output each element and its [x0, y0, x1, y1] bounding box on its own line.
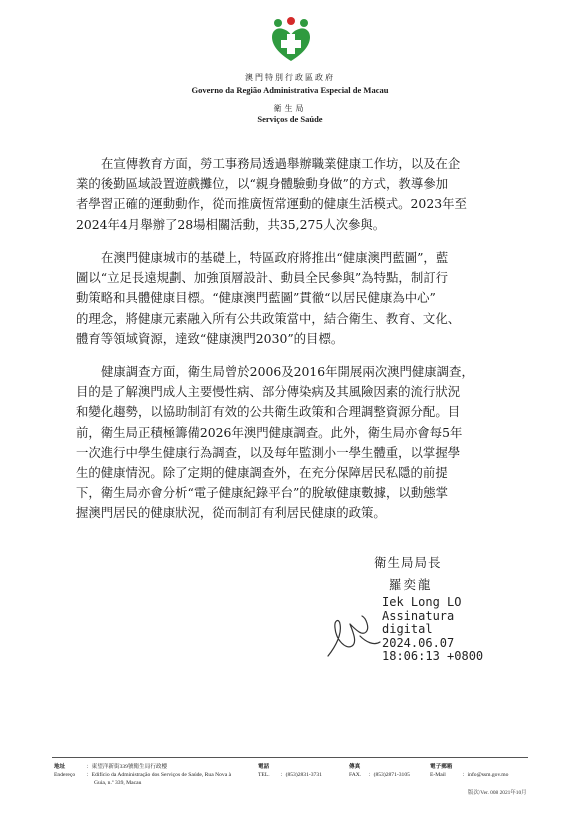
- paragraph-line: 在宣傳教育方面，勞工事務局透過舉辦職業健康工作坊，以及在企: [101, 156, 461, 171]
- paragraph-line: 健康調查方面，衛生局曾於2006及2016年開展兩次澳門健康調查，: [101, 364, 474, 379]
- digital-signature-stamp: [382, 596, 483, 664]
- government-name-zh: 澳門特別行政區政府: [245, 73, 335, 82]
- digital-signature-line: Iek Long LO: [382, 595, 462, 609]
- address-label-zh: 地址: [54, 764, 66, 770]
- paragraph-line: 者學習正確的運動動作，從而推廣恆常運動的健康生活模式。2023年至: [76, 196, 467, 212]
- signatory-name: 羅奕龍: [389, 577, 433, 592]
- signatory-title: 衛生局局長: [374, 555, 442, 570]
- paragraph-3: [76, 362, 518, 524]
- handwritten-signature: [322, 606, 384, 662]
- paragraph-line: 下，衛生局亦會分析“電子健康紀錄平台”的脫敏健康數據，以動態掌: [76, 485, 448, 501]
- address-label-pt: Endereço: [54, 772, 76, 778]
- address-pt-line: ：Edifício da Administração dos Serviços de Saúde, Rua Nova à: [86, 772, 232, 778]
- department-name-pt: Serviços de Saúde: [257, 114, 323, 124]
- paragraph-line: 一次進行中學生健康行為調查，以及每年監測小一學生體重，以掌握學: [76, 444, 461, 460]
- fax-label-pt: FAX.: [349, 772, 362, 778]
- digital-signature-line: 18:06:13 +0800: [382, 649, 484, 663]
- paragraph-line: 業的後勤區域設置遊戲攤位，以“親身體驗動身做”的方式，教導參加: [76, 176, 448, 192]
- paragraph-2: [76, 248, 518, 349]
- paragraph-line: 圖以“立足長遠規劃、加強頂層設計、動員全民參與”為特點，制訂行: [76, 270, 448, 286]
- health-bureau-logo: [268, 17, 314, 63]
- address-pt-line: Guia, n.º 339, Macau: [94, 780, 142, 786]
- tel-label-pt: TEL.: [258, 772, 270, 778]
- document-version: 版次/Ver. 008 2021年10月: [468, 790, 527, 796]
- paragraph-line: 生的健康情況。除了定期的健康調查外，在充分保障居民私隱的前提: [76, 465, 448, 481]
- footer-divider: [52, 757, 528, 758]
- tel-number: ：(853)2831-3731: [280, 772, 322, 778]
- address-zh: ：東望洋新街339號衛生局行政樓: [86, 764, 168, 770]
- paragraph-line: 目的是了解澳門成人主要慢性病、部分傳染病及其風險因素的流行狀況: [76, 384, 461, 400]
- paragraph-line: 在澳門健康城市的基礎上，特區政府將推出“健康澳門藍圖”，藍: [101, 250, 449, 265]
- paragraph-line: 前，衛生局正積極籌備2026年澳門健康調查。此外，衛生局亦會每5年: [76, 424, 463, 440]
- paragraph-line: 動策略和具體健康目標。“健康澳門藍圖”貫徹“以居民健康為中心”: [76, 290, 436, 306]
- paragraph-line: 和變化趨勢，以協助制訂有效的公共衛生政策和合理調整資源分配。目: [76, 404, 461, 420]
- digital-signature-line: Assinatura: [382, 608, 455, 623]
- email-label-pt: E-Mail: [430, 772, 446, 778]
- fax-number: ：(853)2871-3105: [368, 772, 410, 778]
- email-address[interactable]: ：info@ssm.gov.mo: [462, 772, 509, 778]
- government-name-pt: Governo da Região Administrativa Especial de Macau: [191, 85, 389, 95]
- email-label-zh: 電子郵箱: [430, 764, 453, 770]
- paragraph-line: 體育等領域資源，達致“健康澳門2030”的目標。: [76, 330, 344, 346]
- department-name-zh: 衛生局: [273, 104, 307, 113]
- paragraph-line: 的理念，將健康元素融入所有公共政策當中，結合衛生、教育、文化、: [76, 310, 461, 326]
- digital-signature-line: digital: [382, 622, 433, 636]
- paragraph-line: 2024年4月舉辦了28場相關活動，共35,275人次參與。: [76, 216, 386, 232]
- fax-label-zh: 傳真: [349, 764, 361, 770]
- paragraph-1: [76, 154, 518, 235]
- paragraph-line: 握澳門居民的健康狀況，從而制訂有利居民健康的政策。: [76, 505, 386, 521]
- tel-label-zh: 電話: [258, 764, 270, 770]
- digital-signature-line: 2024.06.07: [382, 635, 455, 650]
